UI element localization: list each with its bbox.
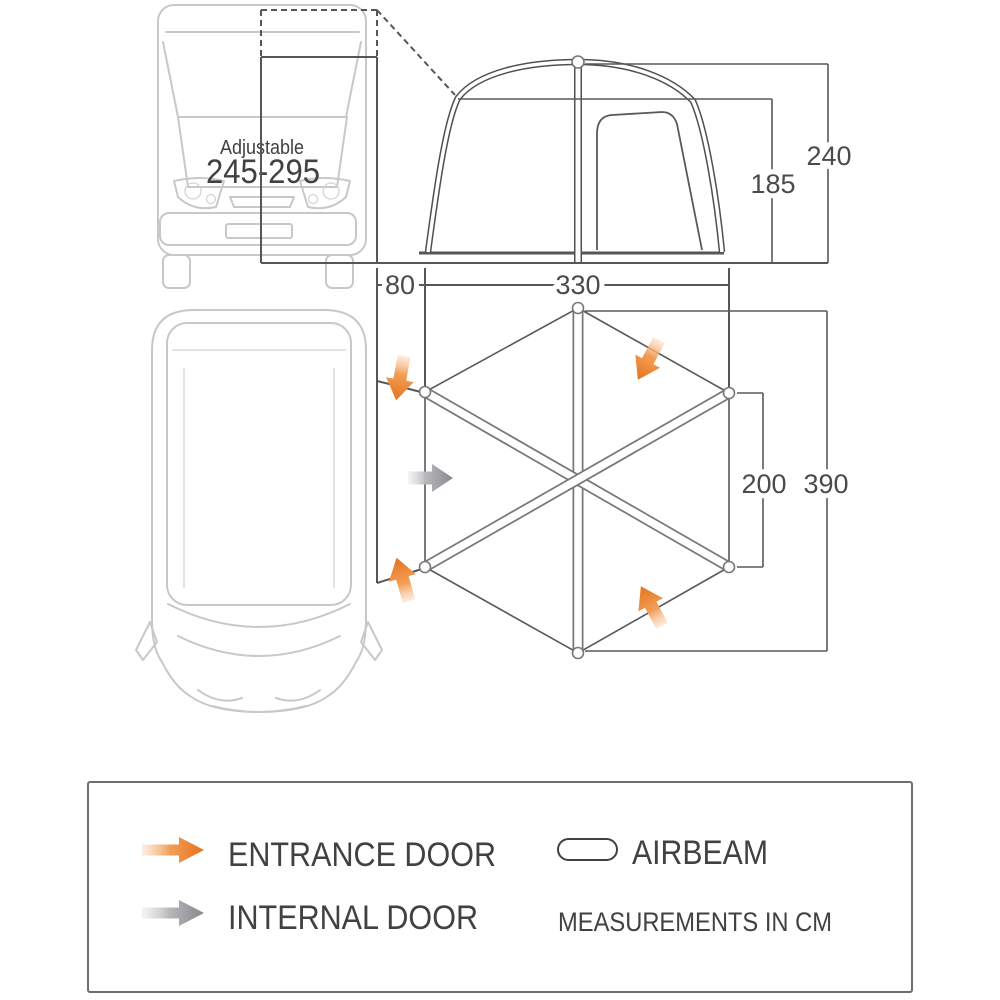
- dim-390-bracket: [585, 311, 827, 651]
- dimension-label-185: 185: [750, 169, 796, 199]
- van-wheel-left: [163, 255, 190, 288]
- legend-entrance-door-label: ENTRANCE DOOR: [228, 836, 496, 874]
- van-adjustable-label: Adjustable: [220, 137, 304, 159]
- airbeam-capsule-icon: [558, 839, 617, 860]
- van-headlight-left-lamp: [185, 183, 201, 199]
- dimension-label-200: 200: [741, 469, 787, 499]
- airbeam-layout: [420, 303, 735, 659]
- legend-airbeam-label: AIRBEAM: [632, 834, 768, 872]
- airbeam-node: [573, 303, 584, 314]
- van-top-view: [136, 310, 382, 712]
- airbeam-node: [420, 562, 431, 573]
- van-headlight-left-lamp-small: [207, 195, 216, 204]
- legend-measurements-note: MEASUREMENTS IN CM: [558, 907, 832, 937]
- van-license-plate: [226, 224, 292, 238]
- internal-door-arrow-icon: [408, 464, 453, 492]
- van-top-windshield-bottom: [178, 636, 340, 656]
- tunnel-front-view: [261, 10, 828, 263]
- legend-box: [88, 782, 912, 992]
- van-headlight-right-lamp: [323, 183, 339, 199]
- dimension-label-80: 80: [384, 270, 416, 300]
- dimension-label-390: 390: [803, 469, 849, 499]
- van-top-headlights: [198, 690, 320, 701]
- awning-door-outline: [597, 112, 702, 250]
- dimension-label-240: 240: [806, 141, 852, 171]
- van-top-windshield-top: [168, 604, 350, 627]
- airbeam-node: [724, 562, 735, 573]
- van-top-roof-rails: [184, 368, 334, 588]
- van-top-roof: [167, 323, 351, 605]
- van-adjustable-range: 245-295: [206, 153, 320, 191]
- entrance-door-arrow-icon: [626, 333, 672, 386]
- van-wheel-right: [326, 255, 353, 288]
- dimension-label-330: 330: [555, 270, 601, 300]
- van-top-bumper: [212, 706, 306, 712]
- awning-side-view: [419, 56, 852, 263]
- legend: [88, 782, 912, 992]
- awning-plan-view: [377, 268, 849, 659]
- airbeam-apex-node: [572, 56, 584, 68]
- entrance-door-arrow-icon: [382, 354, 417, 403]
- airbeam-node: [724, 388, 735, 399]
- legend-internal-door-label: INTERNAL DOOR: [228, 899, 478, 937]
- airbeam-node: [420, 387, 431, 398]
- van-headlight-right-lamp-small: [309, 195, 318, 204]
- entrance-door-arrow-icon: [629, 580, 675, 633]
- airbeam-node: [573, 648, 584, 659]
- van-front-bumper: [160, 213, 356, 245]
